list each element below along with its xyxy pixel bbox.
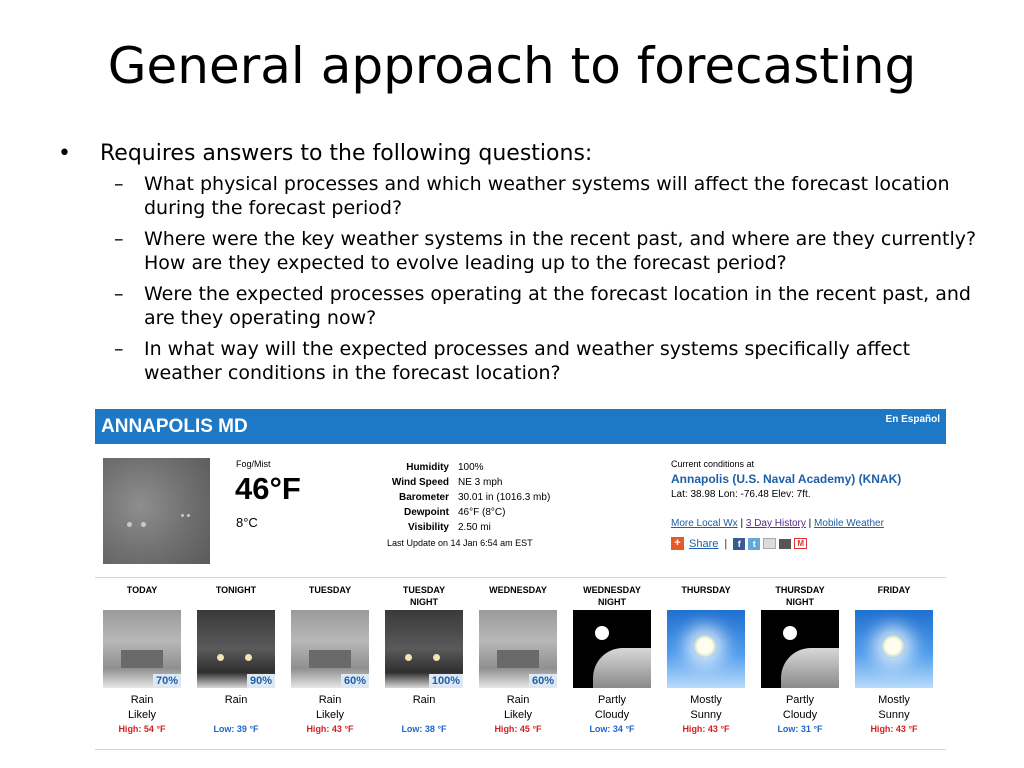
day-name: TUESDAY NIGHT bbox=[402, 585, 446, 607]
forecast-day[interactable] bbox=[471, 584, 565, 735]
forecast-condition-1: Mostly bbox=[690, 694, 722, 706]
precip-chance: 60% bbox=[341, 674, 369, 688]
rain-icon bbox=[479, 610, 557, 688]
station-links bbox=[671, 518, 941, 529]
current-condition: Fog/Mist bbox=[236, 459, 271, 469]
precip-chance: 100% bbox=[429, 674, 463, 688]
question-text: What physical processes and which weather systems will affect the forecast location during the forecast period? bbox=[144, 173, 950, 219]
headlight-shape bbox=[433, 654, 440, 661]
forecast-day[interactable] bbox=[847, 584, 941, 735]
detail-value: 100% bbox=[458, 462, 484, 473]
share-row bbox=[671, 537, 941, 550]
forecast-row bbox=[95, 584, 946, 744]
forecast-condition-2: Likely bbox=[127, 709, 157, 721]
forecast-temp: Low: 38 °F bbox=[401, 724, 447, 734]
sunny-icon bbox=[667, 610, 745, 688]
dash-mark: – bbox=[114, 338, 124, 360]
detail-value: 46°F (8°C) bbox=[458, 507, 506, 518]
question-item bbox=[114, 337, 978, 385]
forecast-condition-2: Likely bbox=[315, 709, 345, 721]
question-item bbox=[114, 172, 978, 220]
forecast-condition-1: Rain bbox=[412, 694, 436, 706]
day-name: WEDNESDAY bbox=[489, 585, 547, 595]
question-text: Were the expected processes operating at the forecast location in the recent past, and are they operating now? bbox=[144, 283, 971, 329]
bullet-item bbox=[58, 140, 978, 168]
moon-shape bbox=[783, 626, 797, 640]
forecast-day[interactable] bbox=[283, 584, 377, 735]
detail-row bbox=[383, 520, 573, 535]
weather-widget bbox=[95, 409, 946, 750]
rain-icon bbox=[103, 610, 181, 688]
forecast-condition-2: Cloudy bbox=[594, 709, 630, 721]
day-name: THURSDAY bbox=[681, 585, 731, 595]
day-name: WEDNESDAY NIGHT bbox=[583, 585, 641, 607]
cloud-shape bbox=[593, 648, 651, 688]
fog-light-icon bbox=[141, 522, 146, 527]
question-item bbox=[114, 227, 978, 275]
detail-label: Barometer bbox=[398, 492, 449, 503]
forecast-condition-1: Rain bbox=[318, 694, 342, 706]
current-details bbox=[383, 460, 573, 535]
share-plus-icon[interactable]: + bbox=[671, 537, 684, 550]
detail-label: Visibility bbox=[408, 522, 449, 533]
twitter-icon[interactable]: t bbox=[748, 538, 760, 550]
forecast-condition-1: Partly bbox=[597, 694, 627, 706]
fog-light-icon bbox=[187, 514, 190, 517]
forecast-condition-2: Likely bbox=[503, 709, 533, 721]
road-shape bbox=[309, 650, 351, 668]
forecast-temp: Low: 31 °F bbox=[777, 724, 823, 734]
more-local-wx-link[interactable]: More Local Wx bbox=[671, 518, 738, 529]
dash-mark: – bbox=[114, 283, 124, 305]
forecast-day[interactable] bbox=[659, 584, 753, 735]
forecast-condition-2 bbox=[377, 708, 471, 723]
espanol-link[interactable]: En Español bbox=[885, 414, 940, 425]
gmail-icon[interactable]: M bbox=[794, 538, 807, 549]
forecast-day[interactable] bbox=[95, 584, 189, 735]
bullet-list bbox=[58, 140, 978, 392]
detail-value: 2.50 mi bbox=[458, 522, 491, 533]
detail-row bbox=[383, 475, 573, 490]
precip-chance: 70% bbox=[153, 674, 181, 688]
fog-light-icon bbox=[181, 514, 184, 517]
link-separator: | bbox=[808, 518, 812, 529]
headlight-shape bbox=[217, 654, 224, 661]
day-name: TONIGHT bbox=[215, 585, 257, 595]
current-temp-c: 8°C bbox=[236, 515, 258, 530]
weather-header bbox=[95, 409, 946, 444]
partly-cloudy-night-icon bbox=[573, 610, 651, 688]
precip-chance: 60% bbox=[529, 674, 557, 688]
partly-cloudy-night-icon bbox=[761, 610, 839, 688]
forecast-condition-1: Rain bbox=[224, 694, 248, 706]
mobile-weather-link[interactable]: Mobile Weather bbox=[814, 518, 884, 529]
current-conditions-photo bbox=[103, 458, 210, 564]
detail-value: NE 3 mph bbox=[458, 477, 503, 488]
question-list bbox=[114, 172, 978, 385]
three-day-history-link[interactable]: 3 Day History bbox=[745, 518, 806, 529]
forecast-temp: High: 43 °F bbox=[682, 724, 730, 734]
dash-mark: – bbox=[114, 173, 124, 195]
sun-shape bbox=[881, 634, 905, 658]
forecast-condition-1: Mostly bbox=[878, 694, 910, 706]
detail-label: Wind Speed bbox=[391, 477, 449, 488]
day-name: TUESDAY bbox=[308, 585, 352, 595]
day-name: TODAY bbox=[126, 585, 158, 595]
last-update: Last Update on 14 Jan 6:54 am EST bbox=[387, 538, 533, 548]
forecast-temp: Low: 34 °F bbox=[589, 724, 635, 734]
detail-row bbox=[383, 460, 573, 475]
facebook-icon[interactable]: f bbox=[733, 538, 745, 550]
forecast-day[interactable] bbox=[753, 584, 847, 735]
sunny-icon bbox=[855, 610, 933, 688]
night-rain-icon bbox=[385, 610, 463, 688]
forecast-condition-1: Rain bbox=[506, 694, 530, 706]
forecast-condition-1: Partly bbox=[785, 694, 815, 706]
station-name[interactable]: Annapolis (U.S. Naval Academy) (KNAK) bbox=[671, 472, 902, 486]
station-label: Current conditions at bbox=[671, 459, 755, 469]
station-info bbox=[671, 459, 941, 550]
station-coords: Lat: 38.98 Lon: -76.48 Elev: 7ft. bbox=[671, 489, 811, 500]
detail-label: Humidity bbox=[406, 462, 449, 473]
forecast-temp: High: 54 °F bbox=[118, 724, 166, 734]
day-name: THURSDAY NIGHT bbox=[775, 585, 825, 607]
section-divider bbox=[95, 577, 946, 578]
bullet-text: Requires answers to the following questions: bbox=[100, 141, 593, 166]
sun-shape bbox=[693, 634, 717, 658]
question-text: In what way will the expected processes and weather systems specifically affect weather conditions in the forecast location? bbox=[144, 338, 911, 384]
forecast-temp: Low: 39 °F bbox=[213, 724, 259, 734]
forecast-temp: High: 43 °F bbox=[870, 724, 918, 734]
detail-label: Dewpoint bbox=[404, 507, 449, 518]
forecast-condition-2 bbox=[189, 708, 283, 723]
cloud-shape bbox=[781, 648, 839, 688]
forecast-condition-1: Rain bbox=[130, 694, 154, 706]
day-name: FRIDAY bbox=[877, 585, 911, 595]
detail-row bbox=[383, 505, 573, 520]
city-title: ANNAPOLIS MD bbox=[101, 416, 248, 437]
bullet-mark: • bbox=[58, 141, 71, 166]
rain-icon bbox=[291, 610, 369, 688]
forecast-temp: High: 45 °F bbox=[494, 724, 542, 734]
forecast-day[interactable] bbox=[377, 584, 471, 735]
link-separator: | bbox=[740, 518, 744, 529]
forecast-condition-2: Sunny bbox=[690, 709, 722, 721]
detail-row bbox=[383, 490, 573, 505]
question-text: Where were the key weather systems in the recent past, and where are they currently? How are they expected to evolve leading up to the forecast period? bbox=[144, 228, 977, 274]
moon-shape bbox=[595, 626, 609, 640]
current-temp-f: 46°F bbox=[235, 471, 301, 506]
forecast-day[interactable] bbox=[189, 584, 283, 735]
share-separator: | bbox=[724, 537, 728, 550]
forecast-temp: High: 43 °F bbox=[306, 724, 354, 734]
forecast-condition-2: Cloudy bbox=[782, 709, 818, 721]
slide-title: General approach to forecasting bbox=[107, 37, 917, 95]
email-icon[interactable] bbox=[763, 538, 776, 549]
forecast-day[interactable] bbox=[565, 584, 659, 735]
headlight-shape bbox=[245, 654, 252, 661]
detail-value: 30.01 in (1016.3 mb) bbox=[458, 492, 551, 503]
road-shape bbox=[121, 650, 163, 668]
dash-mark: – bbox=[114, 228, 124, 250]
share-link[interactable]: Share bbox=[689, 537, 719, 550]
print-icon[interactable] bbox=[779, 539, 791, 549]
question-item bbox=[114, 282, 978, 330]
precip-chance: 90% bbox=[247, 674, 275, 688]
headlight-shape bbox=[405, 654, 412, 661]
bottom-divider bbox=[95, 749, 946, 750]
road-shape bbox=[497, 650, 539, 668]
forecast-condition-2: Sunny bbox=[878, 709, 910, 721]
night-rain-icon bbox=[197, 610, 275, 688]
fog-light-icon bbox=[127, 522, 132, 527]
